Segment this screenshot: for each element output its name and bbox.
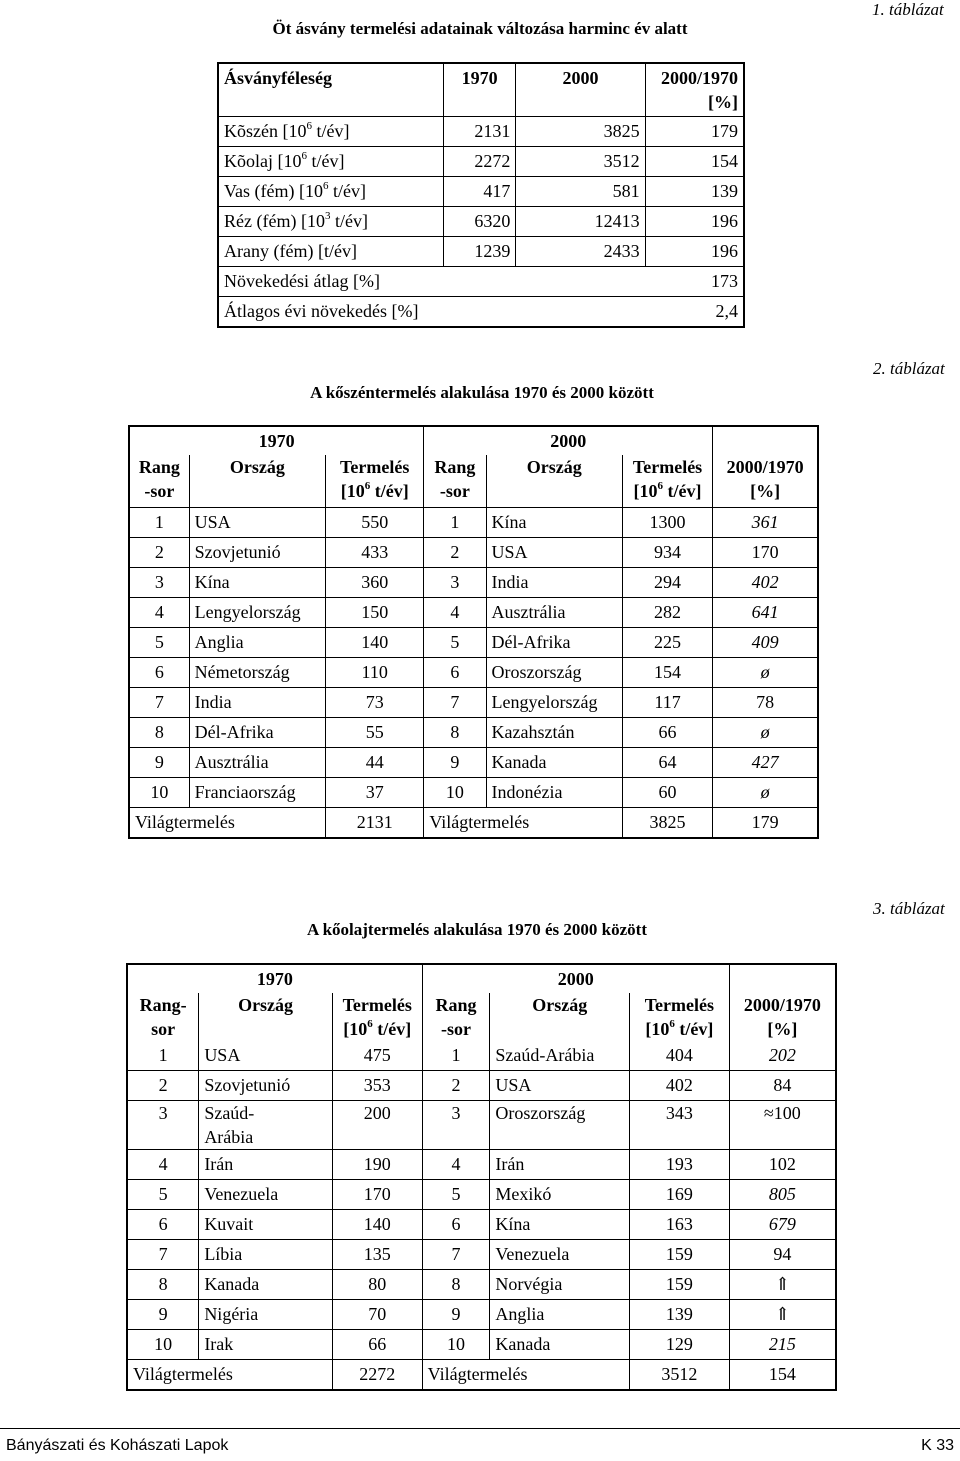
rank-1970: 2 <box>127 1071 199 1101</box>
country-1970: Németország <box>189 658 325 688</box>
ratio: 409 <box>713 628 818 658</box>
ratio: 196 <box>645 237 744 267</box>
world-value-1970: 2131 <box>326 808 424 839</box>
rank-2000: 2 <box>422 1071 490 1101</box>
country-2000: Oroszország <box>486 658 622 688</box>
header-ratio: 2000/1970 [%] <box>645 63 744 117</box>
rank-1970: 4 <box>129 598 189 628</box>
table-row <box>129 778 818 808</box>
country-1970: Ausztrália <box>189 748 325 778</box>
table-row <box>129 568 818 598</box>
mineral-name: Kõolaj [$10^6$ t/év] <box>218 147 443 177</box>
rank-2000: 3 <box>424 568 486 598</box>
oil-production-table <box>126 963 837 1391</box>
country-2000: USA <box>490 1071 630 1101</box>
value-2000: 12413 <box>516 207 645 237</box>
growth-avg-value: 173 <box>645 267 744 297</box>
rank-2000: 3 <box>422 1101 490 1150</box>
rank-1970: 9 <box>127 1300 199 1330</box>
header-production-1970: Termelés [$10^6$ t/év] <box>332 993 422 1041</box>
table-row <box>127 1270 836 1300</box>
rank-2000: 7 <box>424 688 486 718</box>
country-1970: Nigéria <box>199 1300 332 1330</box>
table-row <box>127 1150 836 1180</box>
country-1970: India <box>189 688 325 718</box>
value-2000: 2433 <box>516 237 645 267</box>
country-1970: Kína <box>189 568 325 598</box>
production-2000: 193 <box>630 1150 730 1180</box>
table-number-3: 3. táblázat <box>873 899 945 918</box>
rank-2000: 6 <box>422 1210 490 1240</box>
production-2000: 225 <box>622 628 712 658</box>
header-mineral: Ásványféleség <box>218 63 443 117</box>
production-1970: 550 <box>326 508 424 538</box>
annual-growth-value: 2,4 <box>645 297 744 328</box>
ratio: 361 <box>713 508 818 538</box>
production-2000: 402 <box>630 1071 730 1101</box>
country-1970: Dél-Afrika <box>189 718 325 748</box>
country-2000: Kanada <box>490 1330 630 1360</box>
table-row <box>127 1210 836 1240</box>
production-1970: 170 <box>332 1180 422 1210</box>
ratio: 154 <box>645 147 744 177</box>
rank-1970: 4 <box>127 1150 199 1180</box>
ratio: 805 <box>729 1180 836 1210</box>
table-row <box>127 1330 836 1360</box>
rank-2000: 4 <box>422 1150 490 1180</box>
table-row <box>218 267 744 297</box>
table-row <box>129 658 818 688</box>
production-1970: 44 <box>326 748 424 778</box>
header-rank-2000: Rang -sor <box>424 455 486 508</box>
rank-2000: 9 <box>424 748 486 778</box>
country-1970: Anglia <box>189 628 325 658</box>
rank-2000: 1 <box>422 1041 490 1071</box>
country-2000: Norvégia <box>490 1270 630 1300</box>
production-2000: 169 <box>630 1180 730 1210</box>
value-1970: 6320 <box>443 207 516 237</box>
country-2000: Kína <box>486 508 622 538</box>
table-header-row <box>218 63 744 117</box>
table-row <box>127 1240 836 1270</box>
rank-2000: 8 <box>422 1270 490 1300</box>
header-rank-1970: Rang- sor <box>127 993 199 1041</box>
country-1970: Kuvait <box>199 1210 332 1240</box>
production-2000: 282 <box>622 598 712 628</box>
rank-2000: 5 <box>424 628 486 658</box>
table-row <box>129 808 818 839</box>
country-2000: Anglia <box>490 1300 630 1330</box>
ratio: ≈100 <box>729 1101 836 1150</box>
table-row <box>129 628 818 658</box>
value-1970: 1239 <box>443 237 516 267</box>
ratio: 641 <box>713 598 818 628</box>
mineral-name: Arany (fém) [t/év] <box>218 237 443 267</box>
value-1970: 417 <box>443 177 516 207</box>
production-1970: 140 <box>332 1210 422 1240</box>
ratio: 202 <box>729 1041 836 1071</box>
production-2000: 404 <box>630 1041 730 1071</box>
production-2000: 60 <box>622 778 712 808</box>
ratio: 84 <box>729 1071 836 1101</box>
production-1970: 135 <box>332 1240 422 1270</box>
ratio: ø <box>713 658 818 688</box>
header-production-1970: Termelés [$10^6$ t/év] <box>326 455 424 508</box>
ratio: 402 <box>713 568 818 598</box>
production-2000: 294 <box>622 568 712 598</box>
production-1970: 37 <box>326 778 424 808</box>
production-2000: 163 <box>630 1210 730 1240</box>
country-2000: Irán <box>490 1150 630 1180</box>
country-1970: Szovjetunió <box>189 538 325 568</box>
table-row <box>127 1101 836 1150</box>
header-ratio: 2000/1970 [%] <box>713 455 818 508</box>
header-country-2000: Ország <box>490 993 630 1041</box>
rank-1970: 10 <box>129 778 189 808</box>
country-1970: Kanada <box>199 1270 332 1300</box>
year-row <box>127 964 836 993</box>
ratio: 215 <box>729 1330 836 1360</box>
year-2000: 2000 <box>422 964 729 993</box>
ratio: ø <box>713 778 818 808</box>
production-2000: 159 <box>630 1270 730 1300</box>
table-row <box>218 177 744 207</box>
rank-1970: 8 <box>127 1270 199 1300</box>
coal-production-table <box>128 425 819 839</box>
ratio: 102 <box>729 1150 836 1180</box>
table-row <box>129 508 818 538</box>
country-2000: USA <box>486 538 622 568</box>
rank-1970: 9 <box>129 748 189 778</box>
table-header-row <box>129 455 818 508</box>
production-2000: 343 <box>630 1101 730 1150</box>
world-ratio: 179 <box>713 808 818 839</box>
production-2000: 159 <box>630 1240 730 1270</box>
growth-avg-label: Növekedési átlag [%] <box>218 267 645 297</box>
rank-2000: 10 <box>422 1330 490 1360</box>
header-country-1970: Ország <box>199 993 332 1041</box>
header-production-2000: Termelés [$10^6$ t/év] <box>630 993 730 1041</box>
header-2000: 2000 <box>516 63 645 117</box>
rank-1970: 6 <box>127 1210 199 1240</box>
ratio: 179 <box>645 117 744 147</box>
rank-2000: 9 <box>422 1300 490 1330</box>
ratio: 427 <box>713 748 818 778</box>
rank-1970: 1 <box>129 508 189 538</box>
rank-2000: 1 <box>424 508 486 538</box>
mineral-name: Vas (fém) [$10^6$ t/év] <box>218 177 443 207</box>
production-2000: 1300 <box>622 508 712 538</box>
rank-1970: 5 <box>127 1180 199 1210</box>
table-row <box>218 297 744 328</box>
rank-1970: 7 <box>129 688 189 718</box>
country-1970: Lengyelország <box>189 598 325 628</box>
country-2000: Kína <box>490 1210 630 1240</box>
rank-2000: 7 <box>422 1240 490 1270</box>
table-row <box>129 538 818 568</box>
mineral-production-table <box>217 62 745 328</box>
value-2000: 581 <box>516 177 645 207</box>
ratio <box>729 1300 836 1330</box>
value-1970: 2272 <box>443 147 516 177</box>
table-title-1: Öt ásvány termelési adatainak változása harminc év alatt <box>272 19 688 38</box>
country-1970: USA <box>189 508 325 538</box>
production-1970: 475 <box>332 1041 422 1071</box>
rank-2000: 8 <box>424 718 486 748</box>
header-country-1970: Ország <box>189 455 325 508</box>
country-2000: Ausztrália <box>486 598 622 628</box>
rank-2000: 4 <box>424 598 486 628</box>
world-value-1970: 2272 <box>332 1360 422 1391</box>
country-2000: Oroszország <box>490 1101 630 1150</box>
rank-1970: 2 <box>129 538 189 568</box>
header-production-2000: Termelés [$10^6$ t/év] <box>622 455 712 508</box>
production-1970: 55 <box>326 718 424 748</box>
double-up-arrow-icon: ⇑ <box>774 1304 790 1324</box>
table-title-3: A kőolajtermelés alakulása 1970 és 2000 között <box>307 920 647 939</box>
rank-1970: 3 <box>129 568 189 598</box>
value-1970: 2131 <box>443 117 516 147</box>
country-2000: Szaúd-Arábia <box>490 1041 630 1071</box>
rank-1970: 10 <box>127 1330 199 1360</box>
production-1970: 140 <box>326 628 424 658</box>
footer-page-number: K 33 <box>921 1437 954 1454</box>
production-1970: 360 <box>326 568 424 598</box>
ratio <box>729 1270 836 1300</box>
table-row <box>127 1300 836 1330</box>
ratio: 679 <box>729 1210 836 1240</box>
year-row <box>129 426 818 455</box>
production-2000: 117 <box>622 688 712 718</box>
table-number-2: 2. táblázat <box>873 359 945 378</box>
production-2000: 129 <box>630 1330 730 1360</box>
world-value-2000: 3825 <box>622 808 712 839</box>
header-rank-1970: Rang -sor <box>129 455 189 508</box>
double-up-arrow-icon: ⇑ <box>774 1274 790 1294</box>
rank-2000: 5 <box>422 1180 490 1210</box>
year-1970: 1970 <box>129 426 424 455</box>
country-2000: Venezuela <box>490 1240 630 1270</box>
ratio: 139 <box>645 177 744 207</box>
rank-2000: 2 <box>424 538 486 568</box>
mineral-name: Réz (fém) [$10^3$ t/év] <box>218 207 443 237</box>
world-label-2000: Világtermelés <box>424 808 623 839</box>
production-1970: 80 <box>332 1270 422 1300</box>
country-1970: Franciaország <box>189 778 325 808</box>
rank-2000: 10 <box>424 778 486 808</box>
country-1970: Irak <box>199 1330 332 1360</box>
table-number-1: 1. táblázat <box>872 0 944 19</box>
production-2000: 64 <box>622 748 712 778</box>
rank-1970: 1 <box>127 1041 199 1071</box>
world-label-2000: Világtermelés <box>422 1360 629 1391</box>
table-row <box>127 1360 836 1391</box>
production-1970: 66 <box>332 1330 422 1360</box>
production-1970: 70 <box>332 1300 422 1330</box>
production-1970: 433 <box>326 538 424 568</box>
country-2000: Lengyelország <box>486 688 622 718</box>
empty-cell <box>713 426 818 455</box>
production-1970: 150 <box>326 598 424 628</box>
table-row <box>129 688 818 718</box>
table-row <box>127 1180 836 1210</box>
rank-1970: 5 <box>129 628 189 658</box>
production-2000: 66 <box>622 718 712 748</box>
table-row <box>218 147 744 177</box>
country-2000: Dél-Afrika <box>486 628 622 658</box>
country-2000: Kazahsztán <box>486 718 622 748</box>
ratio: 170 <box>713 538 818 568</box>
footer-rule <box>0 1428 960 1429</box>
country-2000: Kanada <box>486 748 622 778</box>
table-title-2: A kőszéntermelés alakulása 1970 és 2000 között <box>310 383 654 402</box>
rank-1970: 6 <box>129 658 189 688</box>
value-2000: 3825 <box>516 117 645 147</box>
table-row <box>218 117 744 147</box>
country-1970: Szovjetunió <box>199 1071 332 1101</box>
rank-1970: 3 <box>127 1101 199 1150</box>
production-1970: 73 <box>326 688 424 718</box>
table-row <box>127 1071 836 1101</box>
production-2000: 934 <box>622 538 712 568</box>
world-ratio: 154 <box>729 1360 836 1391</box>
empty-cell <box>729 964 836 993</box>
year-2000: 2000 <box>424 426 713 455</box>
table-row <box>129 748 818 778</box>
production-2000: 154 <box>622 658 712 688</box>
production-1970: 190 <box>332 1150 422 1180</box>
production-1970: 353 <box>332 1071 422 1101</box>
table-row <box>129 598 818 628</box>
table-row <box>129 718 818 748</box>
value-2000: 3512 <box>516 147 645 177</box>
table-row <box>218 207 744 237</box>
year-1970: 1970 <box>127 964 422 993</box>
table-row <box>218 237 744 267</box>
production-1970: 200 <box>332 1101 422 1150</box>
footer-journal: Bányászati és Kohászati Lapok <box>6 1437 229 1454</box>
header-rank-2000: Rang -sor <box>422 993 490 1041</box>
ratio: 94 <box>729 1240 836 1270</box>
country-1970: Venezuela <box>199 1180 332 1210</box>
rank-1970: 8 <box>129 718 189 748</box>
header-country-2000: Ország <box>486 455 622 508</box>
mineral-name: Kõszén [$10^6$ t/év] <box>218 117 443 147</box>
annual-growth-label: Átlagos évi növekedés [%] <box>218 297 645 328</box>
ratio: ø <box>713 718 818 748</box>
country-1970: Irán <box>199 1150 332 1180</box>
country-2000: Mexikó <box>490 1180 630 1210</box>
country-2000: Indonézia <box>486 778 622 808</box>
table-row <box>127 1041 836 1071</box>
table-header-row <box>127 993 836 1041</box>
header-1970: 1970 <box>443 63 516 117</box>
country-2000: India <box>486 568 622 598</box>
country-1970: Szaúd- Arábia <box>199 1101 332 1150</box>
production-2000: 139 <box>630 1300 730 1330</box>
world-label-1970: Világtermelés <box>129 808 326 839</box>
header-ratio: 2000/1970 [%] <box>729 993 836 1041</box>
country-1970: Líbia <box>199 1240 332 1270</box>
ratio: 196 <box>645 207 744 237</box>
rank-2000: 6 <box>424 658 486 688</box>
country-1970: USA <box>199 1041 332 1071</box>
production-1970: 110 <box>326 658 424 688</box>
ratio: 78 <box>713 688 818 718</box>
rank-1970: 7 <box>127 1240 199 1270</box>
world-label-1970: Világtermelés <box>127 1360 332 1391</box>
world-value-2000: 3512 <box>630 1360 730 1391</box>
